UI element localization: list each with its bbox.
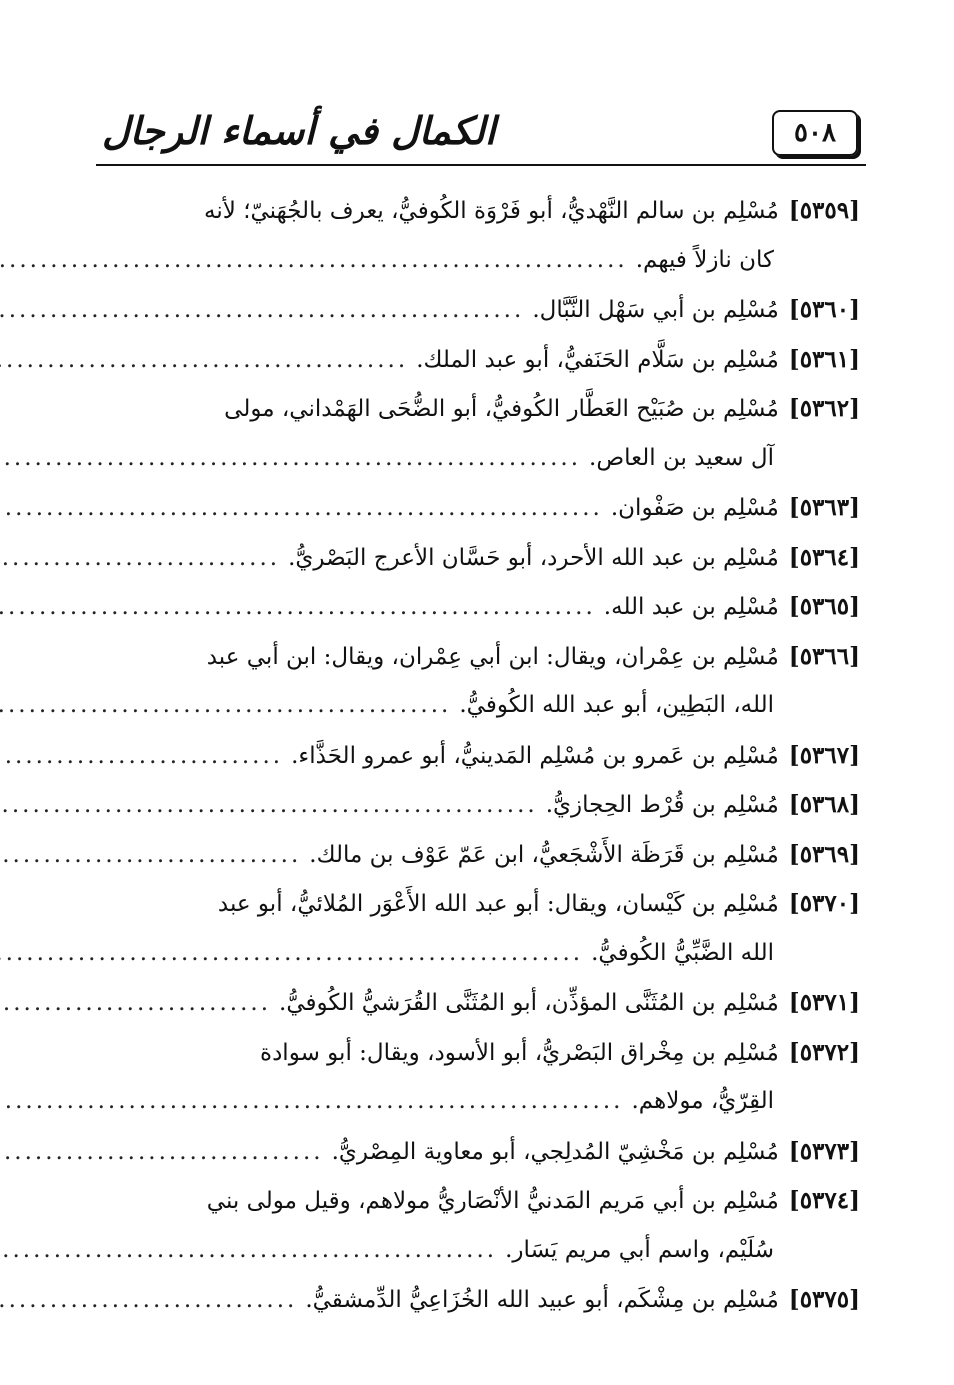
entry-number: [٥٣٦٤] <box>788 543 860 571</box>
entry-text: القِرّيُّ، مولاهم. <box>631 1088 774 1114</box>
leader-dots <box>0 583 596 633</box>
entry-text: مُسْلِم بن مَخْشِيّ المُدلِجي، أبو معاوية المِصْريُّ. <box>331 1138 779 1165</box>
entry-line <box>100 533 860 583</box>
entry-line <box>100 1275 860 1325</box>
index-entry <box>100 533 860 583</box>
entry-line <box>100 335 860 385</box>
leader-dots <box>0 1226 497 1276</box>
entry-line <box>100 186 860 236</box>
entry-text: مُسْلِم بن عبد الله. <box>603 594 779 620</box>
leader-dots <box>0 979 271 1029</box>
entry-number: [٥٣٦٣] <box>788 494 860 521</box>
entry-number: [٥٣٧١] <box>788 989 860 1016</box>
page-number: ٥٠٨ <box>772 110 858 156</box>
entry-number: [٥٣٧٢] <box>788 1038 860 1066</box>
entry-text: مُسْلِم بن مِخْراق البَصْريُّ، أبو الأسود، ويقال: أبو سوادة <box>260 1039 779 1066</box>
leader-dots <box>0 831 301 881</box>
entry-number: [٥٣٧٤] <box>788 1187 860 1214</box>
leader-dots <box>0 236 628 286</box>
entry-line <box>100 780 860 830</box>
entry-line <box>100 483 860 533</box>
entry-line <box>100 1028 860 1078</box>
index-entry <box>100 1028 860 1127</box>
entry-number: [٥٣٦٩] <box>788 840 860 868</box>
entry-text: مُسْلِم بن كَيْسان، ويقال: أبو عبد الله الأَعْوَر المُلائيُّ، أبو عبد <box>217 891 779 917</box>
entry-text: مُسْلِم بن عِمْران، ويقال: ابن أبي عِمْران، ويقال: ابن أبي عبد <box>206 643 779 670</box>
entry-line <box>100 384 860 434</box>
index-entries <box>100 186 860 1325</box>
index-entry <box>100 335 860 385</box>
entry-text: مُسْلِم بن المُثَنَّى المؤذِّن، أبو المُثَنَّى القُرَشيُّ الكُوفيُّ. <box>279 990 779 1016</box>
leader-dots <box>0 681 451 731</box>
leader-dots <box>0 1128 324 1178</box>
entry-text: كان نازلاً فيهم. <box>635 246 774 273</box>
leader-dots <box>0 732 283 782</box>
entry-number: [٥٣٦٠] <box>788 296 860 323</box>
entry-line <box>100 830 860 880</box>
entry-line <box>100 731 860 781</box>
index-entry <box>100 384 860 483</box>
index-entry <box>100 186 860 285</box>
entry-line <box>100 1176 860 1226</box>
entry-number: [٥٣٦٥] <box>788 593 860 620</box>
index-entry <box>100 1176 860 1275</box>
entry-text: مُسْلِم بن صُبَيْح العَطَّار الكُوفيُّ، أبو الضُّحَى الهَمْداني، مولى <box>224 396 779 422</box>
index-entry <box>100 582 860 632</box>
leader-dots <box>0 929 583 979</box>
entry-line <box>100 632 860 682</box>
index-entry <box>100 483 860 533</box>
entry-line <box>100 236 860 286</box>
entry-number: [٥٣٥٩] <box>788 197 860 224</box>
entry-line <box>100 1127 860 1177</box>
index-entry <box>100 632 860 731</box>
entry-text: مُسْلِم بن صَفْوان. <box>610 495 779 521</box>
entry-text: مُسْلِم بن سَلَّام الحَنَفيُّ، أبو عبد الملك. <box>416 346 779 373</box>
entry-number: [٥٣٦١] <box>788 345 860 373</box>
entry-line <box>100 1226 860 1276</box>
index-entry <box>100 285 860 335</box>
leader-dots <box>0 286 524 336</box>
index-entry <box>100 830 860 880</box>
entry-line <box>100 1077 860 1127</box>
entry-number: [٥٣٧٣] <box>788 1137 860 1165</box>
entry-text: آل سعيد بن العاص. <box>589 444 774 471</box>
entry-line <box>100 434 860 484</box>
entry-text: الله الضَّبِّيُّ الكُوفيُّ. <box>591 939 774 966</box>
leader-dots <box>0 781 538 831</box>
leader-dots <box>0 534 280 584</box>
entry-number: [٥٣٦٦] <box>788 642 860 670</box>
index-entry <box>100 1275 860 1325</box>
entry-text: الله، البَطِين، أبو عبد الله الكُوفيُّ. <box>459 692 774 718</box>
leader-dots <box>0 1276 297 1326</box>
entry-text: مُسْلِم بن أبي مَريم المَدنيُّ الأنْصَاريُّ مولاهم، وقيل مولى بني <box>206 1188 779 1214</box>
leader-dots <box>0 336 408 386</box>
entry-text: مُسْلِم بن مِشْكَم، أبو عبيد الله الخُزَاعِيُّ الدِّمشقيُّ. <box>305 1287 779 1313</box>
index-entry <box>100 731 860 781</box>
entry-line <box>100 929 860 979</box>
entry-text: مُسْلِم بن عَمرو بن مُسْلِم المَدينيُّ، أبو عمرو الحَذَّاء. <box>291 742 779 769</box>
entry-number: [٥٣٧٠] <box>788 890 860 917</box>
entry-line <box>100 879 860 929</box>
entry-number: [٥٣٧٥] <box>788 1286 860 1313</box>
index-entry <box>100 978 860 1028</box>
entry-text: سُلَيْم، واسم أبي مريم يَسَار. <box>505 1236 774 1263</box>
leader-dots <box>0 484 603 534</box>
entry-text: مُسْلِم بن قُرْط الحِجازيُّ. <box>545 792 779 818</box>
entry-line <box>100 582 860 632</box>
index-entry <box>100 1127 860 1177</box>
entry-line <box>100 978 860 1028</box>
book-title: الكمال في أسماء الرجال <box>102 108 496 153</box>
entry-line <box>100 681 860 731</box>
index-entry <box>100 780 860 830</box>
entry-text: مُسْلِم بن أبي سَهْل النَّبَّال. <box>532 297 779 323</box>
entry-number: [٥٣٦٨] <box>788 791 860 818</box>
entry-number: [٥٣٦٢] <box>788 395 860 422</box>
entry-line <box>100 285 860 335</box>
entry-number: [٥٣٦٧] <box>788 741 860 769</box>
entry-text: مُسْلِم بن قَرَظَة الأَشْجَعيُّ، ابن عَمّ عَوْف بن مالك. <box>309 841 779 868</box>
leader-dots <box>0 1077 623 1127</box>
header-rule <box>96 164 866 166</box>
index-entry <box>100 879 860 978</box>
entry-text: مُسْلِم بن عبد الله الأحرد، أبو حَسَّان الأعرج البَصْريُّ. <box>288 544 779 571</box>
page-header <box>96 108 866 164</box>
entry-text: مُسْلِم بن سالم النَّهْديُّ، أبو فَرْوَة الكُوفيُّ، يعرف بالجُهَنيّ؛ لأنه <box>204 198 779 224</box>
leader-dots <box>0 434 581 484</box>
